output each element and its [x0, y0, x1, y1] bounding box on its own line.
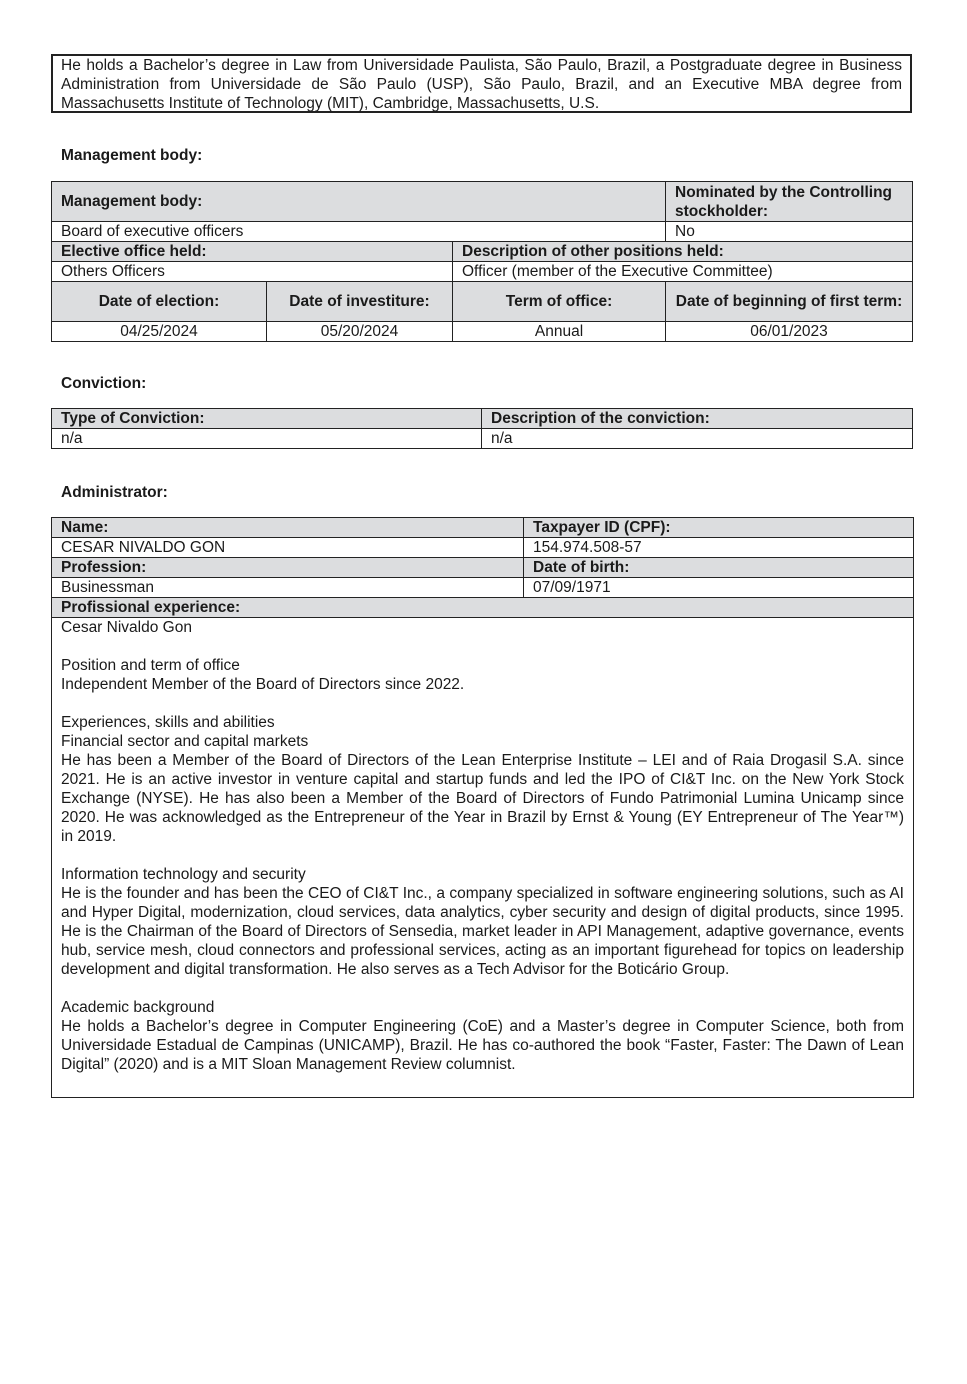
- academic-text: He holds a Bachelor’s degree in Computer Engineering (CoE) and a Master’s degree in Computer Science, both from Universidade Estadual de Campinas (UNICAMP), Brazil. He has co-authored the book “Faster, Faster: The Dawn of Lean Digital” (2020) and is a MIT Sloan Management Review columnist.: [61, 1018, 904, 1073]
- other-positions-header: Description of other positions held:: [453, 242, 913, 262]
- date-investiture-value: 05/20/2024: [267, 322, 453, 342]
- conviction-description-value: n/a: [482, 429, 913, 449]
- birth-value: 07/09/1971: [524, 578, 914, 598]
- elective-office-header: Elective office held:: [52, 242, 453, 262]
- management-body-value: Board of executive officers: [52, 222, 666, 242]
- date-election-header: Date of election:: [52, 282, 267, 322]
- position-text: Independent Member of the Board of Directors since 2022.: [61, 676, 465, 693]
- experience-name-line: Cesar Nivaldo Gon: [61, 619, 192, 636]
- management-table: [51, 181, 913, 342]
- birth-header: Date of birth:: [524, 558, 914, 578]
- profession-header: Profession:: [52, 558, 524, 578]
- cpf-value: 154.974.508-57: [524, 538, 914, 558]
- academic-continuation-box: [51, 54, 912, 113]
- financial-heading: Financial sector and capital markets: [61, 733, 309, 750]
- date-first-term-header: Date of beginning of first term:: [666, 282, 913, 322]
- skills-heading: Experiences, skills and abilities: [61, 714, 275, 731]
- term-office-value: Annual: [453, 322, 666, 342]
- financial-text: He has been a Member of the Board of Directors of the Lean Enterprise Institute – LEI and of Raia Drogasil S.A. since 2021. He is an active investor in venture capital and startup funds and led the IPO of CI&T Inc. on the New York Stock Exchange (NYSE). He has also been a Member of the Board of Directors of Fundo Patrimonial Lumina Unicamp since 2020. He was acknowledged as the Entrepreneur of the Year in Brazil by Ernst & Young (EY Entrepreneur of The Year™) in 2019.: [61, 752, 904, 845]
- management-section-title: Management body:: [61, 147, 203, 164]
- conviction-section-title: Conviction:: [61, 375, 147, 392]
- nominated-value: No: [666, 222, 913, 242]
- it-text: He is the founder and has been the CEO of CI&T Inc., a company specialized in software engineering solutions, such as AI and Hyper Digital, modernization, cloud services, data analytics, cyber security and design of digital products, since 1995. He is the Chairman of the Board of Directors of Sensedia, market leader in API Management, adaptive governance, events hub, service mesh, cloud connectors and professional services, acting as an important figurehead for topics on leadership development and digital transformation. He also serves as a Tech Advisor for the Boticário Group.: [61, 885, 904, 978]
- term-office-header: Term of office:: [453, 282, 666, 322]
- experience-header: Profissional experience:: [52, 598, 914, 618]
- academic-heading: Academic background: [61, 999, 215, 1016]
- profession-value: Businessman: [52, 578, 524, 598]
- date-investiture-header: Date of investiture:: [267, 282, 453, 322]
- position-heading: Position and term of office: [61, 657, 240, 674]
- it-heading: Information technology and security: [61, 866, 306, 883]
- administrator-table: [51, 517, 914, 1098]
- academic-continuation-text: He holds a Bachelor’s degree in Law from Universidade Paulista, São Paulo, Brazil, a Postgraduate degree in Business Administration from Universidade de São Paulo (USP), São Paulo, Brazil, and an Executive MBA degree from Massachusetts Institute of Technology (MIT), Cambridge, Massachusetts, U.S.: [61, 57, 902, 112]
- name-header: Name:: [52, 518, 524, 538]
- administrator-section-title: Administrator:: [61, 484, 168, 501]
- conviction-type-value: n/a: [52, 429, 482, 449]
- other-positions-value: Officer (member of the Executive Committee): [453, 262, 913, 282]
- elective-office-value: Others Officers: [52, 262, 453, 282]
- name-value: CESAR NIVALDO GON: [52, 538, 524, 558]
- conviction-table: [51, 408, 913, 449]
- cpf-header: Taxpayer ID (CPF):: [524, 518, 914, 538]
- management-body-header: Management body:: [52, 182, 666, 222]
- nominated-header: Nominated by the Controlling stockholder:: [666, 182, 913, 222]
- experience-body: [52, 618, 914, 1098]
- date-first-term-value: 06/01/2023: [666, 322, 913, 342]
- conviction-description-header: Description of the conviction:: [482, 409, 913, 429]
- conviction-type-header: Type of Conviction:: [52, 409, 482, 429]
- date-election-value: 04/25/2024: [52, 322, 267, 342]
